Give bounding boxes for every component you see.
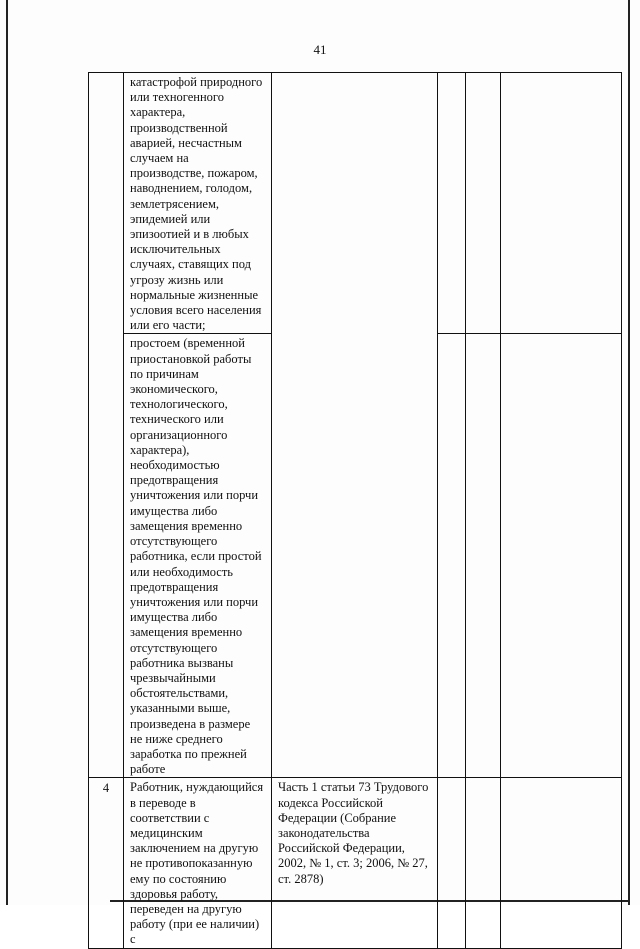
page-number: 41 <box>313 42 327 57</box>
answer-yes-cell <box>438 334 466 778</box>
scan-edge-left <box>6 0 8 905</box>
table-row <box>89 778 622 948</box>
reference-cell: Часть 1 статьи 73 Трудового кодекса Российской Федерации (Собрание законодательства Российской Федерации, 2002, № 1, ст. 3; 2006, № 27, ст. 2878) <box>272 778 438 948</box>
table-row <box>89 73 622 334</box>
answer-yes-cell <box>438 778 466 948</box>
answer-no-cell <box>466 778 501 948</box>
requirements-table <box>88 72 622 949</box>
scan-edge-right <box>628 0 630 905</box>
note-cell <box>501 334 622 778</box>
row-number-cell <box>89 73 124 778</box>
condition-cell: простоем (временной приостановкой работы по причинам экономического, технологического, технического или организационного характера), необходимостью предотвращения уничтожения или порчи имущества либо замещения временно отсутствующего работника, если простой или необходимость предотвращения уничтожения или порчи имущества либо замещения временно отсутствующего работника вызваны чрезвычайными обстоятельствами, указанными выше, произведена в размере не ниже среднего заработка по прежней работе <box>124 334 272 778</box>
row-number-cell: 4 <box>89 778 124 948</box>
answer-no-cell <box>466 73 501 334</box>
answer-yes-cell <box>438 73 466 334</box>
condition-cell: катастрофой природного или техногенного характера, производственной аварией, несчастным случаем на производстве, пожаром, наводнением, голодом, землетрясением, эпидемией или эпизоотией и в любых исключительных случаях, ставящих под угрозу жизнь или нормальные жизненные условия всего населения или его части; <box>124 73 272 334</box>
reference-cell <box>272 73 438 778</box>
note-cell <box>501 73 622 334</box>
answer-no-cell <box>466 334 501 778</box>
note-cell <box>501 778 622 948</box>
condition-cell: Работник, нуждающийся в переводе в соответствии с медицинским заключением на другую не противопоказанную ему по состоянию здоровья работу, переведен на другую работу (при ее наличии) с <box>124 778 272 948</box>
